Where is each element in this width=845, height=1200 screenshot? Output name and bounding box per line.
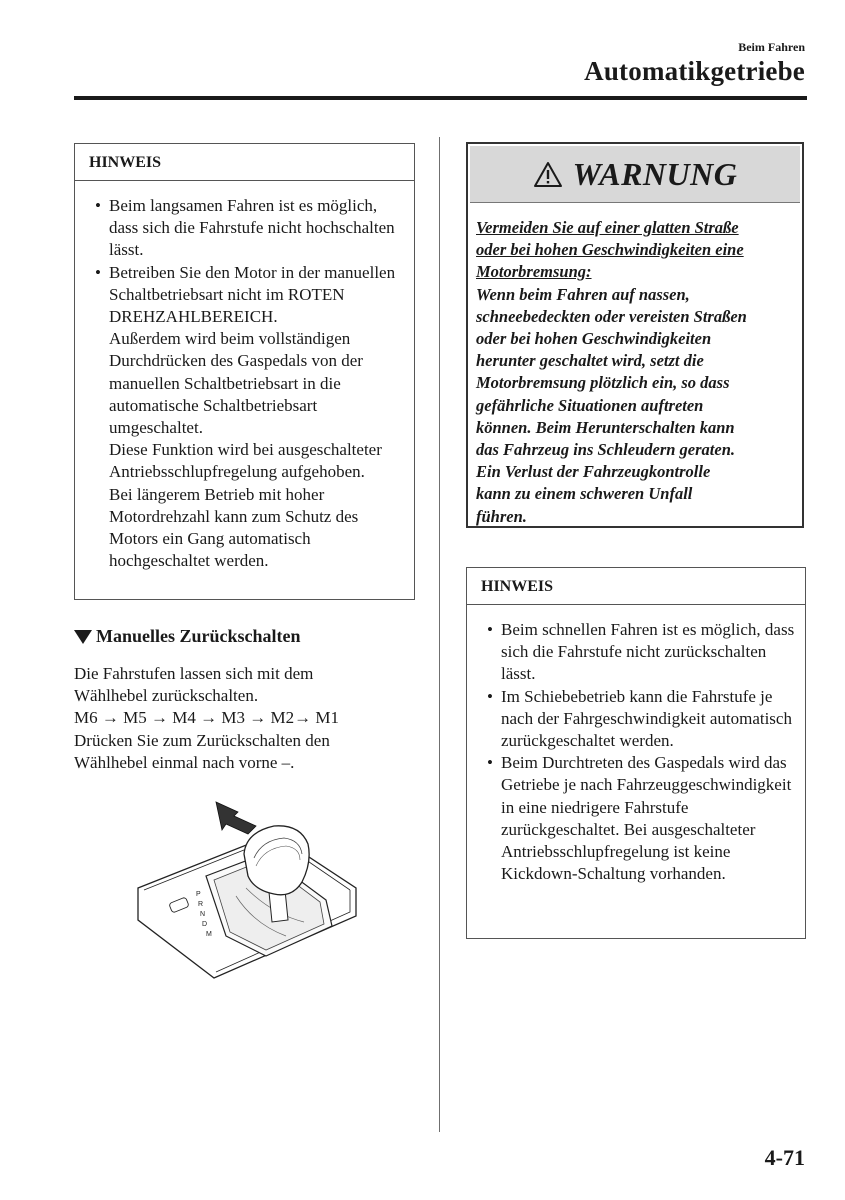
warning-triangle-icon	[533, 161, 563, 188]
list-item	[487, 752, 801, 885]
bullet-symbol: •	[95, 262, 101, 282]
section-heading	[74, 626, 301, 647]
body-line: Wählhebel einmal nach vorne –.	[74, 752, 295, 772]
warning-line: Ein Verlust der Fahrzeugkontrolle	[476, 462, 711, 482]
body-line: Drücken Sie zum Zurückschalten den	[74, 730, 330, 750]
warning-line: schneebedeckten oder vereisten Straßen	[476, 306, 747, 326]
note-paragraph: Beim Durchtreten des Gaspedals wird das Getriebe je nach Fahrzeuggeschwindigkeit in eine niedrigere Fahrstufe zurückgeschaltet. Bei ausgeschalteter Antriebsschlupfregelung ist keine Kickdown-Schaltung vorhanden.	[501, 753, 792, 884]
gate-label-d: D	[202, 921, 208, 928]
bullet-symbol: •	[95, 196, 101, 215]
warning-line: oder bei hohen Geschwindigkeiten	[476, 329, 712, 349]
list-item	[95, 262, 408, 573]
page-number: 4-71	[764, 1145, 805, 1170]
note-paragraph: Im Schiebebetrieb kann die Fahrstufe je nach der Fahrgeschwindigkeit automatisch zurückgeschaltet werden.	[501, 686, 792, 751]
body-line: M6 → M5 → M4 → M3 → M2→ M1	[74, 708, 339, 728]
note-box-right	[466, 567, 806, 939]
note-paragraph: Beim schnellen Fahren ist es möglich, dass sich die Fahrstufe nicht zurückschalten lässt.	[501, 620, 795, 684]
bullet-symbol: •	[487, 686, 493, 706]
list-item	[487, 619, 801, 686]
note-body	[75, 181, 414, 582]
section-heading-text: Manuelles Zurückschalten	[96, 626, 301, 646]
gate-label-m: M	[206, 931, 212, 938]
bullet-symbol: •	[487, 620, 493, 639]
triangle-marker-icon	[74, 630, 92, 644]
note-box-left	[74, 143, 415, 600]
column-divider	[439, 137, 440, 1132]
gate-label-p: P	[196, 891, 201, 898]
warning-underlined-line: Vermeiden Sie auf einer glatten Straße	[476, 218, 739, 237]
list-item	[95, 195, 408, 262]
header-rule	[74, 96, 807, 100]
warning-line: können. Beim Herunterschalten kann	[476, 417, 735, 437]
gate-label-n: N	[200, 911, 206, 918]
page-title: Automatikgetriebe	[584, 56, 805, 86]
body-line: Wählhebel zurückschalten.	[74, 686, 259, 706]
warning-underlined-line: Motorbremsung:	[476, 262, 592, 282]
note-heading: HINWEIS	[75, 144, 414, 181]
note-paragraph: Bei längerem Betrieb mit hoher Motordrehzahl kann zum Schutz des Motors ein Gang automatisch hochgeschaltet werden.	[109, 484, 359, 571]
warning-line: Wenn beim Fahren auf nassen,	[476, 284, 690, 304]
warning-line: gefährliche Situationen auftreten	[476, 395, 704, 415]
note-paragraph: Diese Funktion wird bei ausgeschalteter Antriebsschlupfregelung aufgehoben.	[109, 440, 382, 482]
warning-underlined-line: oder bei hohen Geschwindigkeiten eine	[476, 240, 744, 260]
warning-line: kann zu einem schweren Unfall	[476, 484, 693, 504]
section-body	[74, 663, 404, 774]
note-paragraph: Betreiben Sie den Motor in der manuellen Schaltbetriebsart nicht im ROTEN DREHZAHLBEREICH.	[109, 262, 396, 327]
warning-line: Motorbremsung plötzlich ein, so dass	[476, 373, 730, 393]
note-paragraph: Außerdem wird beim vollständigen Durchdrücken des Gaspedals von der manuellen Schaltbetriebsart in die automatische Schaltbetriebsart umgeschaltet.	[109, 329, 363, 438]
note-body	[467, 605, 805, 895]
warning-line: das Fahrzeug ins Schleudern geraten.	[476, 440, 736, 460]
warning-title: WARNUNG	[572, 155, 738, 192]
warning-body	[468, 205, 802, 528]
gear-shift-lever-illustration	[136, 796, 376, 982]
warning-line: führen.	[476, 506, 527, 526]
gate-label-r: R	[198, 901, 204, 908]
note-heading: HINWEIS	[467, 568, 805, 605]
note-paragraph: Beim langsamen Fahren ist es möglich, dass sich die Fahrstufe nicht hochschalten lässt.	[109, 196, 395, 260]
list-item	[487, 686, 801, 753]
warning-header	[470, 146, 800, 203]
body-line: Die Fahrstufen lassen sich mit dem	[74, 664, 314, 683]
warning-line: herunter geschaltet wird, setzt die	[476, 351, 704, 371]
running-header-section: Beim Fahren	[738, 40, 805, 54]
bullet-symbol: •	[487, 753, 493, 773]
warning-box	[466, 142, 804, 528]
